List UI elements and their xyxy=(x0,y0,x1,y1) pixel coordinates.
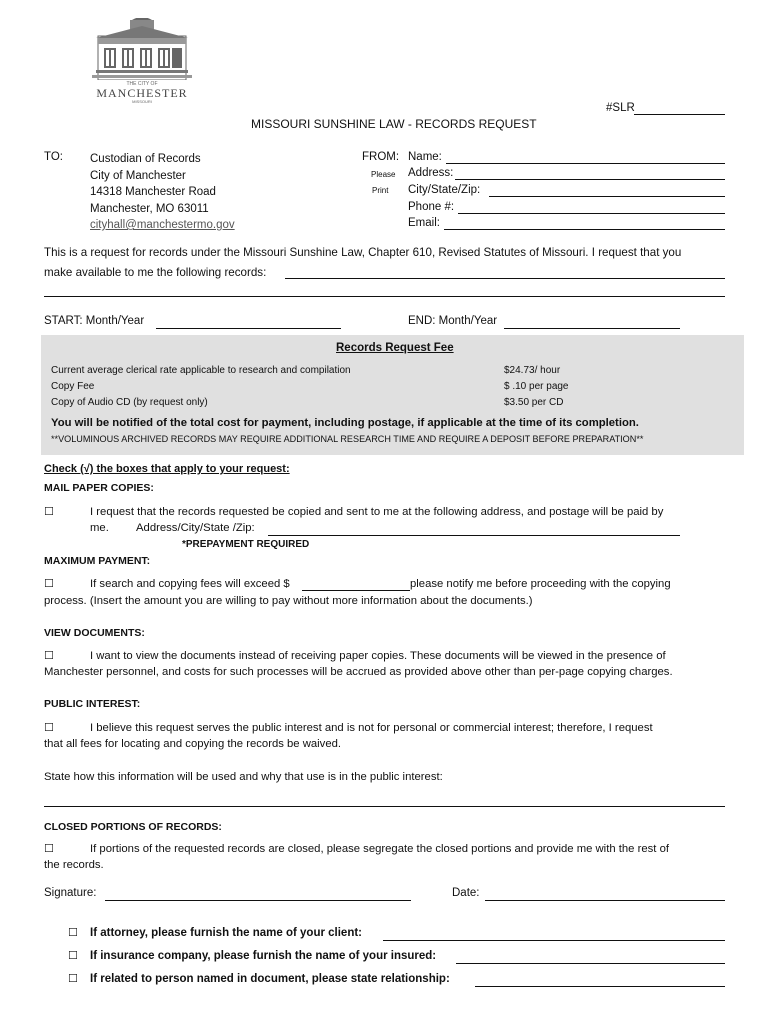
records-field-1[interactable] xyxy=(285,278,725,279)
city-hall-logo-icon xyxy=(92,18,192,80)
relationship-label: If related to person named in document, please state relationship: xyxy=(90,973,450,985)
fee-labels xyxy=(51,363,351,411)
max-amount-field[interactable] xyxy=(302,590,410,591)
view-line-2: Manchester personnel, and costs for such processes will be accrued as provided above other than per-page copying charges. xyxy=(44,666,673,678)
state-how-label: State how this information will be used and why that use is in the public interest: xyxy=(44,771,443,783)
view-line-1: I want to view the documents instead of receiving paper copies. These documents will be viewed in the presence of xyxy=(90,650,666,662)
public-interest-field[interactable] xyxy=(44,806,725,807)
fee-item-label: Copy Fee xyxy=(51,381,95,392)
request-line-2: make available to me the following records: xyxy=(44,266,267,279)
public-interest-checkbox[interactable]: ☐ xyxy=(44,721,54,734)
fee-item-value: $3.50 per CD xyxy=(504,397,564,408)
max-payment-checkbox[interactable]: ☐ xyxy=(44,577,54,590)
to-address xyxy=(90,151,235,234)
voluminous-notice: **VOLUMINOUS ARCHIVED RECORDS MAY REQUIRE ADDITIONAL RESEARCH TIME AND REQUIRE A DEPOSIT BEFORE PREPARATION** xyxy=(51,434,644,444)
email-field[interactable] xyxy=(444,229,725,230)
email-label: Email: xyxy=(408,217,440,229)
phone-label: Phone #: xyxy=(408,201,455,213)
insurance-checkbox[interactable]: ☐ xyxy=(68,949,78,962)
fee-item-label: Current average clerical rate applicable to research and compilation xyxy=(51,365,351,376)
closed-line-2: the records. xyxy=(44,859,104,871)
mail-line-2a: me. xyxy=(90,522,109,534)
mail-checkbox[interactable]: ☐ xyxy=(44,505,54,518)
start-field[interactable] xyxy=(156,328,341,329)
max-payment-line-1a: If search and copying fees will exceed $ xyxy=(90,578,290,590)
from-label: FROM: xyxy=(362,151,400,163)
mail-heading: MAIL PAPER COPIES: xyxy=(44,482,154,494)
relationship-field[interactable] xyxy=(475,986,725,987)
mail-address-field[interactable] xyxy=(268,535,680,536)
max-payment-line-2: process. (Insert the amount you are willing to pay without more information about the documents.) xyxy=(44,595,533,607)
address-field[interactable] xyxy=(455,179,725,180)
to-label: TO: xyxy=(44,151,63,163)
please-label: Please xyxy=(371,170,396,179)
check-heading: Check (√) the boxes that apply to your request: xyxy=(44,463,290,475)
attorney-label: If attorney, please furnish the name of your client: xyxy=(90,927,363,939)
logo-top-text: THE CITY OF xyxy=(126,81,158,87)
name-field[interactable] xyxy=(446,163,725,164)
request-line-1: This is a request for records under the Missouri Sunshine Law, Chapter 610, Revised Statutes of Missouri. I request that you xyxy=(44,246,682,259)
fee-item-label: Copy of Audio CD (by request only) xyxy=(51,397,208,408)
public-interest-line-2: that all fees for locating and copying the records be waived. xyxy=(44,738,342,750)
insurance-field[interactable] xyxy=(456,963,725,964)
closed-heading: CLOSED PORTIONS OF RECORDS: xyxy=(44,821,222,833)
insurance-label: If insurance company, please furnish the name of your insured: xyxy=(90,950,437,962)
fee-item-value: $ .10 per page xyxy=(504,381,569,392)
public-interest-heading: PUBLIC INTEREST: xyxy=(44,698,141,710)
public-interest-line-1: I believe this request serves the public interest and is not for personal or commercial interest; therefore, I request xyxy=(90,722,653,734)
relationship-checkbox[interactable]: ☐ xyxy=(68,972,78,985)
end-field[interactable] xyxy=(504,328,680,329)
fee-values xyxy=(504,363,569,411)
view-checkbox[interactable]: ☐ xyxy=(44,649,54,662)
logo-state: MISSOURI xyxy=(132,99,152,104)
fee-item-value: $24.73/ hour xyxy=(504,365,561,376)
start-label: START: Month/Year xyxy=(44,315,145,327)
to-line: City of Manchester xyxy=(90,169,186,182)
end-label: END: Month/Year xyxy=(408,315,498,327)
to-line: Manchester, MO 63011 xyxy=(90,202,209,215)
attorney-checkbox[interactable]: ☐ xyxy=(68,926,78,939)
max-payment-heading: MAXIMUM PAYMENT: xyxy=(44,555,151,567)
slr-label: #SLR xyxy=(606,102,635,114)
signature-label: Signature: xyxy=(44,887,97,899)
signature-field[interactable] xyxy=(105,900,411,901)
closed-checkbox[interactable]: ☐ xyxy=(44,842,54,855)
city-logo xyxy=(92,18,192,104)
date-label: Date: xyxy=(452,887,480,899)
logo-name: MANCHESTER xyxy=(96,86,188,100)
address-label: Address: xyxy=(408,167,454,179)
date-field[interactable] xyxy=(485,900,725,901)
closed-line-1: If portions of the requested records are closed, please segregate the closed portions and provide me with the rest of xyxy=(90,843,669,855)
view-heading: VIEW DOCUMENTS: xyxy=(44,627,145,639)
page-title: MISSOURI SUNSHINE LAW - RECORDS REQUEST xyxy=(251,117,537,131)
phone-field[interactable] xyxy=(458,213,725,214)
to-line: 14318 Manchester Road xyxy=(90,186,216,198)
print-label: Print xyxy=(372,186,389,195)
email-link[interactable]: cityhall@manchestermo.gov xyxy=(90,219,235,231)
mail-line-2b: Address/City/State /Zip: xyxy=(136,522,255,534)
name-label: Name: xyxy=(408,151,442,163)
max-payment-line-1b: please notify me before proceeding with the copying xyxy=(410,578,671,590)
city-state-zip-field[interactable] xyxy=(489,196,725,197)
slr-field[interactable] xyxy=(634,114,725,115)
fee-notice: You will be notified of the total cost for payment, including postage, if applicable at the time of its completion. xyxy=(51,417,639,429)
records-field-2[interactable] xyxy=(44,296,725,297)
city-state-zip-label: City/State/Zip: xyxy=(408,184,481,196)
attorney-field[interactable] xyxy=(383,940,725,941)
fee-title: Records Request Fee xyxy=(336,342,454,354)
mail-line-1: I request that the records requested be copied and sent to me at the following address, and postage will be paid by xyxy=(90,506,664,518)
prepayment-note: *PREPAYMENT REQUIRED xyxy=(182,539,310,550)
to-line: Custodian of Records xyxy=(90,153,201,165)
